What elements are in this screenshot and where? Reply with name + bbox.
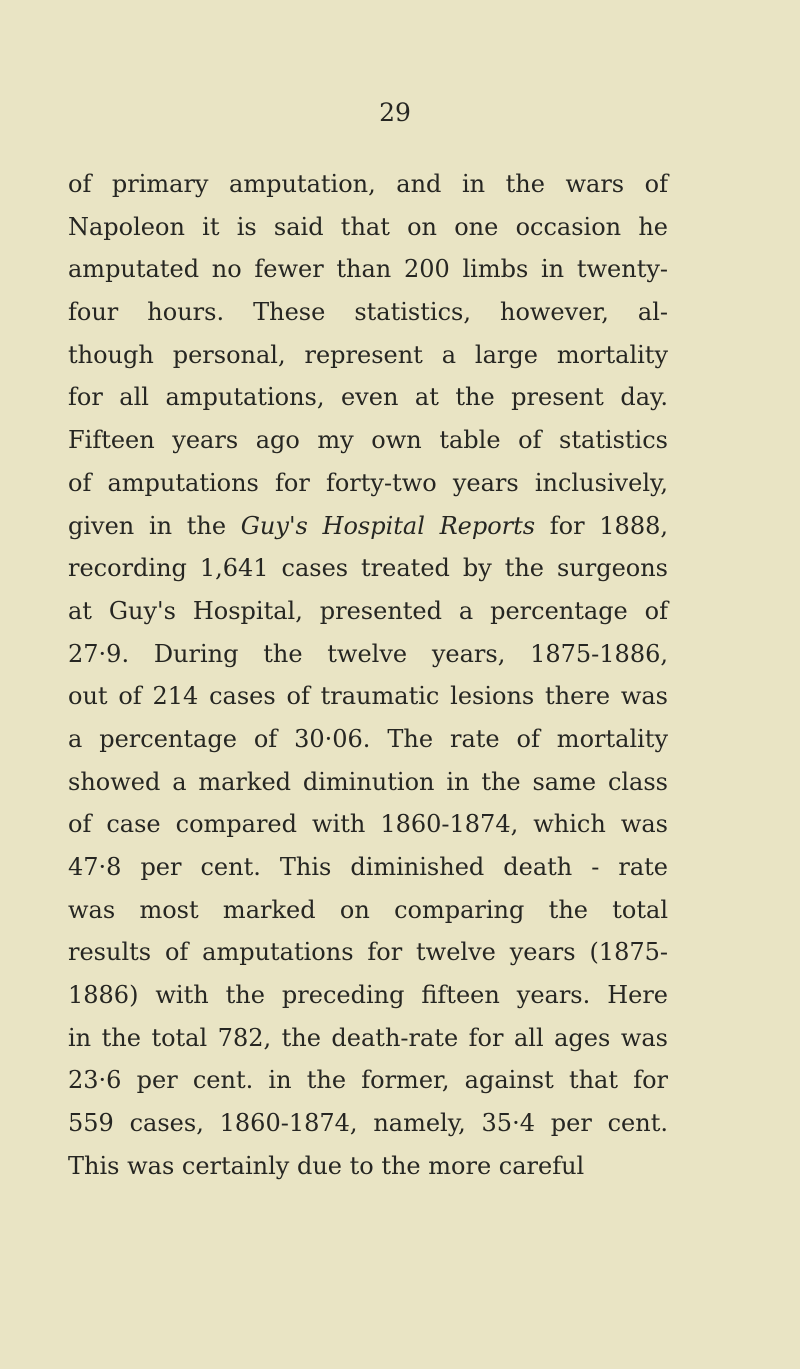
text-line: 23·6 per cent. in the former, against that for [68, 1066, 668, 1095]
text-line: for all amputations, even at the present day. [68, 383, 668, 412]
text-line: Napoleon it is said that on one occasion he [68, 212, 668, 241]
text-line: at Guy's Hospital, presented a percentage of [68, 596, 668, 625]
text-line: of amputations for forty-two years inclusively, [68, 468, 668, 497]
page-number: 29 [379, 98, 411, 127]
text-line: 559 cases, 1860-1874, namely, 35·4 per cent. [68, 1109, 668, 1138]
text-line: 27·9. During the twelve years, 1875-1886, [68, 639, 668, 668]
text-line: out of 214 cases of traumatic lesions there was [68, 682, 668, 711]
journal-title: Guy's Hospital Reports [240, 511, 536, 540]
text-segment: for 1888, [535, 511, 668, 540]
text-line: four hours. These statistics, however, al- [68, 298, 668, 327]
text-line: of primary amputation, and in the wars of [68, 170, 668, 198]
text-line: 47·8 per cent. This diminished death - rate [68, 853, 668, 881]
text-line: of case compared with 1860-1874, which was [68, 810, 668, 839]
text-line: amputated no fewer than 200 limbs in twenty- [68, 255, 668, 284]
text-line: though personal, represent a large mortality [68, 340, 668, 369]
text-line: showed a marked diminution in the same class [68, 767, 668, 796]
text-line: in the total 782, the death-rate for all ages was [68, 1023, 668, 1052]
text-line: results of amputations for twelve years (1875- [68, 938, 668, 967]
text-line: This was certainly due to the more careful [68, 1151, 585, 1180]
text-line: Fifteen years ago my own table of statistics [68, 426, 668, 455]
text-line-with-citation [68, 505, 668, 548]
text-line: recording 1,641 cases treated by the surgeons [68, 554, 668, 583]
text-line: 1886) with the preceding fifteen years. Here [68, 981, 668, 1010]
text-line: was most marked on comparing the total [68, 895, 668, 924]
text-segment: given in the [68, 511, 241, 540]
body-text [68, 163, 668, 1188]
text-line: a percentage of 30·06. The rate of mortality [68, 724, 668, 753]
